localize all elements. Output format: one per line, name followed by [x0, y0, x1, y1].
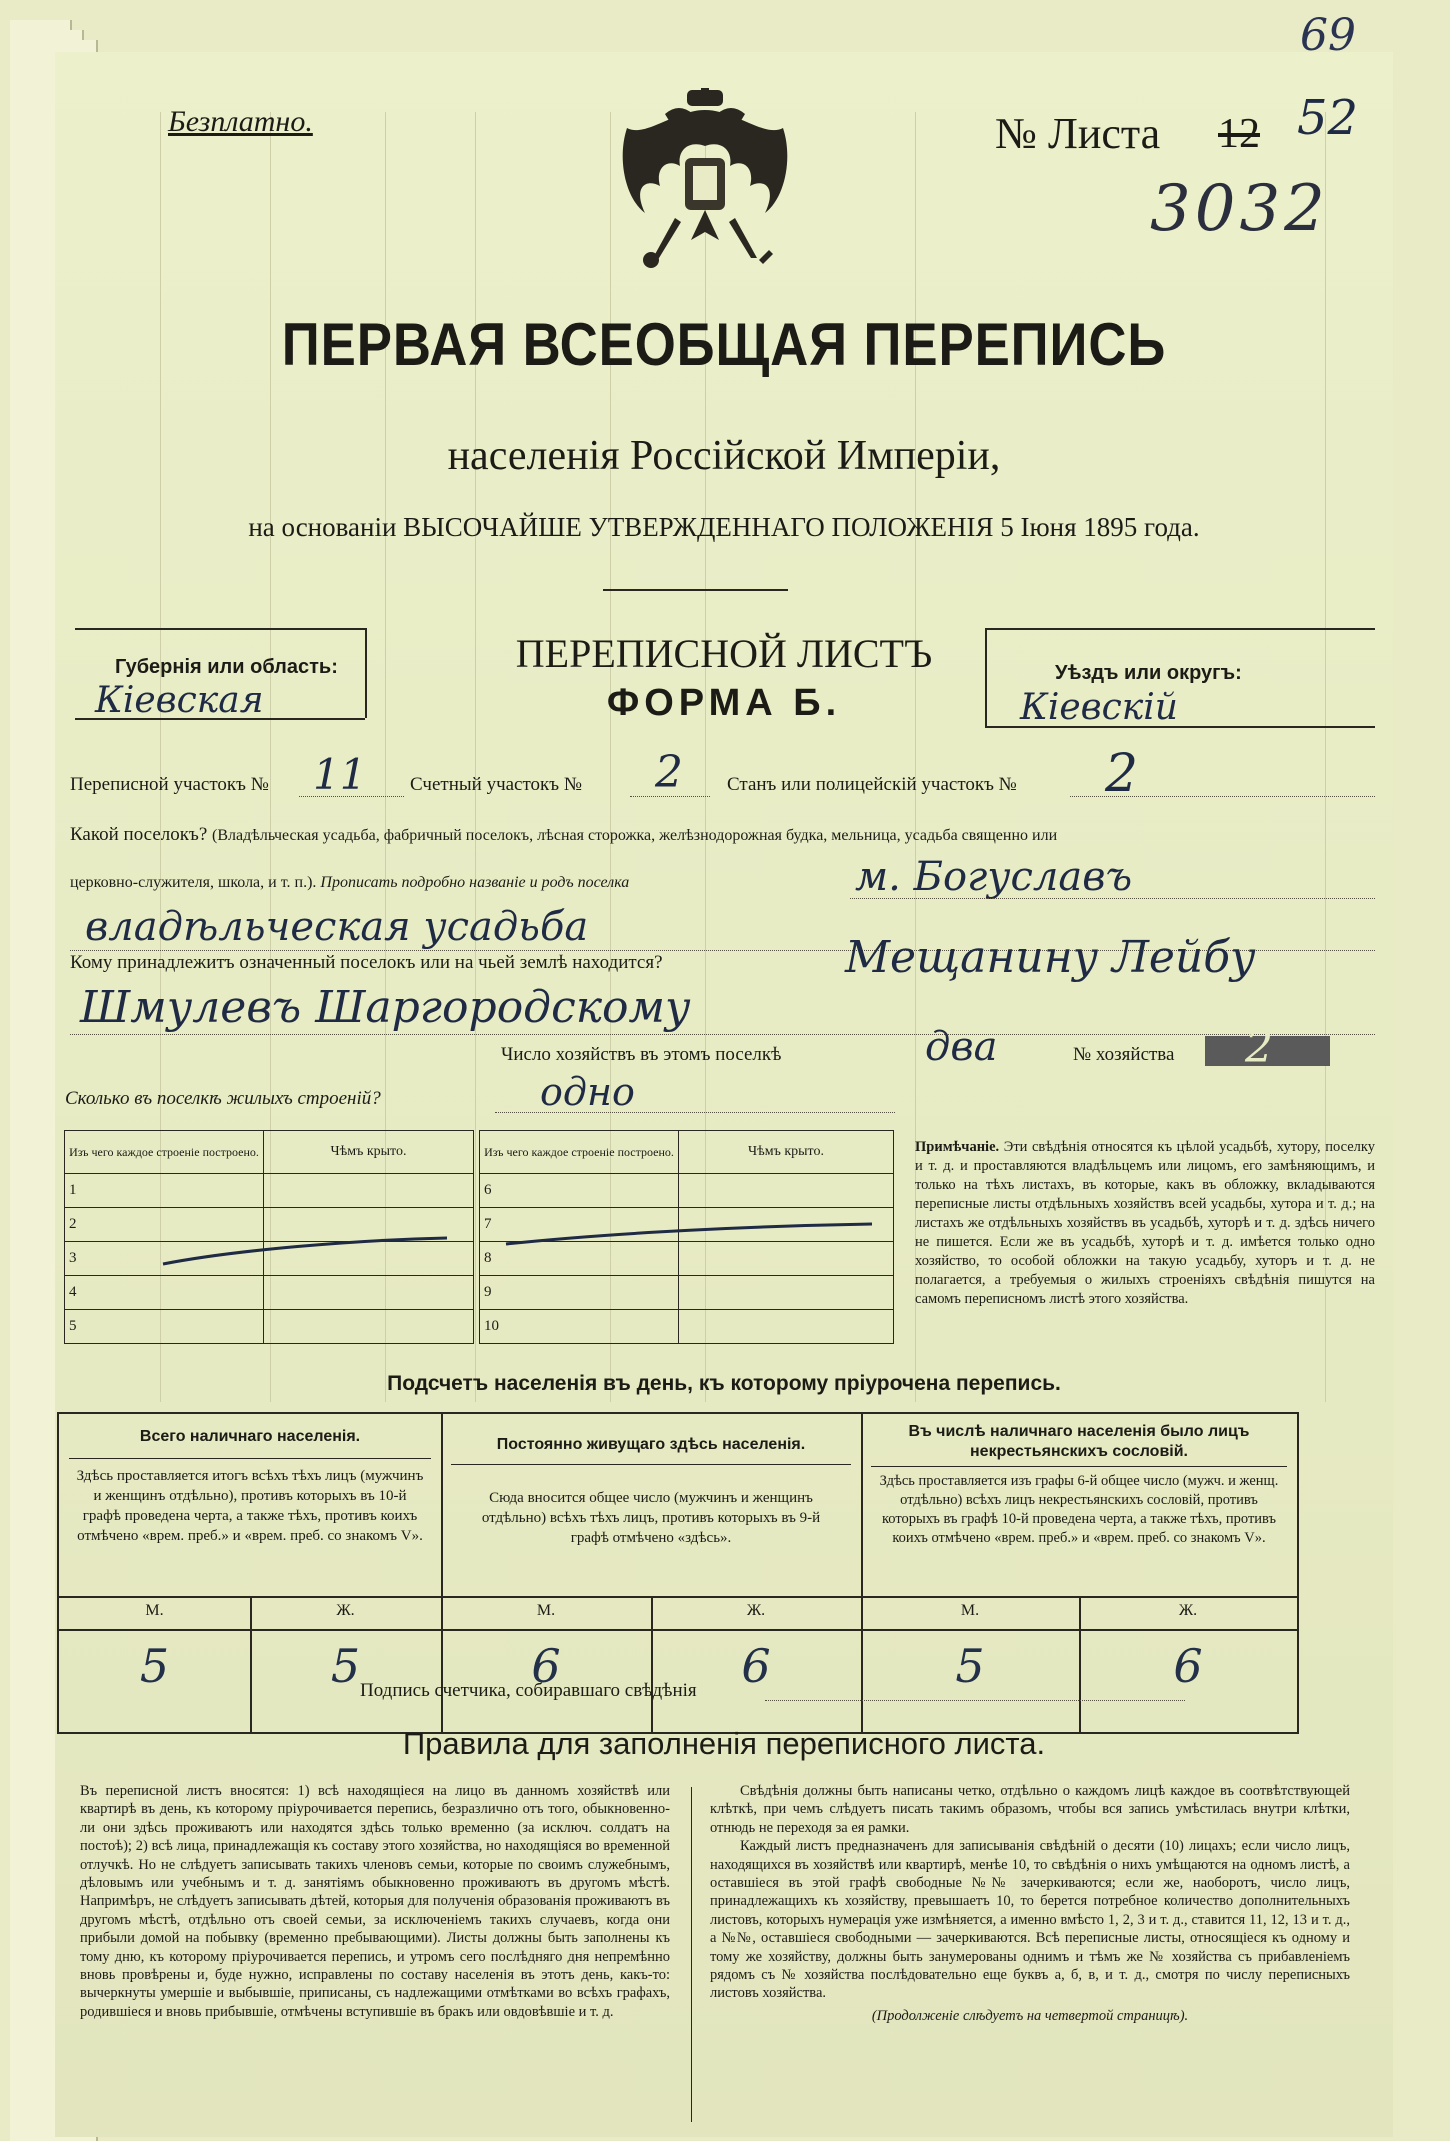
fill-line	[299, 796, 404, 797]
row-number: 9	[480, 1276, 679, 1310]
row-number: 8	[480, 1242, 679, 1276]
households-value: два	[925, 1024, 998, 1070]
row-number: 3	[65, 1242, 264, 1276]
resident-male-value: 6	[531, 1639, 561, 1693]
col1-text: Здѣсь проставляется итогъ всѣхъ тѣхъ лицъ (мужчинъ и женщинъ отдѣльно), противъ которыхъ въ 10-й графѣ проведена черта, а также тѣхъ, противъ коихъ отмѣчено «врем. преб.» и «врем. преб. со знакомъ V».	[76, 1468, 424, 1544]
col2-m-label: М.	[536, 1602, 556, 1619]
fill-line	[630, 796, 710, 797]
col1-m-label: М.	[145, 1602, 164, 1619]
census-district-value: 11	[313, 750, 367, 799]
rules-right-paragraph-2: Каждый листъ предназначенъ для записыванія свѣдѣній о десяти (10) лицахъ; если число лицъ, находящихся въ хозяйствѣ или квартирѣ, менѣе 10, то свѣдѣнія о нихъ умѣщаются на одномъ листѣ, а оставшіеся въ этой графѣ свободные №№ зачеркиваются; если же, наоборотъ, число лицъ, принадлежащихъ къ хозяйству, превышаетъ 10, то берется потребное количество дополнительныхъ листовъ, которыхъ нумерація уже измѣняется, а именно вмѣсто 1, 2, 3 и т. д., ставится 11, 12, 13 и т. д., а №№, оставшіеся свободными — зачеркиваются. Всѣ переписные листы, относящіеся къ одному и тому же хозяйству, должны быть занумерованы однимъ и тѣмъ же № хозяйства съ прибавленіемъ рядомъ съ № хозяйства послѣдовательно еще буквъ а, б, в, и т. д., смотря по числу переписныхъ листовъ хозяйства.	[710, 1838, 1350, 2002]
table-row	[65, 1174, 474, 1208]
row-divider	[59, 1629, 1297, 1631]
bleed-through-line	[475, 112, 476, 1402]
settlement-value-1: м. Богуславъ	[855, 854, 1133, 900]
form-type: ФОРМА Б.	[606, 682, 842, 724]
table-cell	[264, 1174, 474, 1208]
counter-signature-label: Подпись счетчика, собиравшаго свѣдѣнія	[360, 1680, 697, 1701]
buildings-label: Сколько въ поселкѣ жилыхъ строеній?	[65, 1088, 381, 1109]
fill-line	[495, 1112, 895, 1113]
resident-female-value: 6	[741, 1639, 771, 1693]
household-number-label: № хозяйства	[1073, 1044, 1175, 1065]
row-number: 4	[65, 1276, 264, 1310]
police-district-value: 2	[1105, 744, 1139, 804]
col2-f-label: Ж.	[746, 1602, 766, 1619]
sheet-number-label: № Листа	[995, 109, 1161, 158]
sheet-number-handwritten: 52	[1297, 90, 1359, 146]
legal-basis: на основаніи ВЫСОЧАЙШЕ УТВЕРЖДЕННАГО ПОЛОЖЕНІЯ 5 Іюня 1895 года.	[248, 512, 1200, 542]
table-row	[480, 1174, 894, 1208]
row-number: 2	[65, 1208, 264, 1242]
count-district-value: 2	[655, 747, 683, 798]
note-title: Примѣчаніе.	[915, 1139, 1000, 1155]
settlement-hint: (Владѣльческая усадьба, фабричный поселокъ, лѣсная сторожка, желѣзнодорожная будка, мельница, усадьба священно или	[212, 827, 1058, 844]
rules-title: Правила для заполненія переписного листа.	[402, 1726, 1046, 1761]
owner-question: Кому принадлежитъ означенный поселокъ или на чьей землѣ находится?	[70, 952, 663, 973]
page-title: ПЕРВАЯ ВСЕОБЩАЯ ПЕРЕПИСЬ	[281, 311, 1167, 378]
fill-line	[1070, 796, 1375, 797]
sheet-number-printed: 12	[1218, 111, 1260, 157]
col3-text: Здѣсь проставляется изъ графы 6-й общее число (мужч. и женщ. отдѣльно) всѣхъ лицъ некрестьянскихъ сословій, противъ которыхъ въ графѣ 10-й проведена черта, а также тѣхъ, противъ коихъ отмѣчено «врем. преб.» и «врем. преб. со знакомъ V».	[879, 1473, 1279, 1546]
form-name: ПЕРЕПИСНОЙ ЛИСТЪ	[515, 631, 933, 676]
fill-line	[850, 898, 1375, 899]
row-number: 6	[480, 1174, 679, 1208]
rules-right-column	[710, 1782, 1350, 2025]
county-box-top	[985, 628, 1375, 630]
county-value: Кіевскій	[1020, 687, 1178, 728]
divider	[603, 589, 788, 591]
col-material-header: Изъ чего каждое строеніе построено.	[65, 1131, 264, 1174]
rules-left-column: Въ переписной листъ вносятся: 1) всѣ находящіеся на лицо въ данномъ хозяйствѣ или квартирѣ въ день, къ которому пріурочивается перепись, безразлично отъ того, обыкновенно-ли они здѣсь проживаютъ или находятся здѣсь только временно (за исключ. солдатъ на постоѣ); 2) всѣ лица, принадлежащія къ составу этого хозяйства, но находящіяся во временной отлучкѣ. Но не слѣдуетъ записывать такихъ членовъ семьи, которые по своимъ служебнымъ, дѣловымъ или учебнымъ и т. д. занятіямъ обыкновенно проживаютъ въ другомъ мѣстѣ. Напримѣръ, не слѣдуетъ записывать дѣтей, которыя для полученія образованія проживаютъ въ другомъ мѣстѣ, отдѣльно отъ своей семьи, за исключеніемъ такихъ случаевъ, когда они прибыли домой на побывку (временно пребывающими). Листы должны быть заполнены къ тому дню, къ которому пріурочивается перепись, и утромъ сего послѣдняго дня непремѣнно вновь провѣрены и, буде нужно, исправлены по составу населенія въ этотъ день, какъ-то: вычеркнуты умершіе и выбывшіе, приписаны, съ надлежащими отмѣтками во всѣхъ графахъ, родившіеся и вновь прибывшіе, отмѣчены вступившіе въ бракъ или овдовѣвшіе и т. д.	[80, 1783, 670, 2020]
rules-column-divider	[691, 1787, 692, 2122]
col1-title: Всего наличнаго населенія.	[139, 1428, 361, 1445]
archive-number: 3032	[1150, 172, 1329, 246]
table-row	[480, 1310, 894, 1344]
settlement-value-2: владѣльческая усадьба	[85, 904, 589, 950]
signature-line	[765, 1700, 1185, 1701]
col3-f-label: Ж.	[1178, 1602, 1198, 1619]
table-cell	[679, 1310, 894, 1344]
table-cell	[679, 1174, 894, 1208]
rules-right-paragraph-1: Свѣдѣнія должны быть написаны четко, отдѣльно о каждомъ лицѣ каждое въ соотвѣтствующей клѣткѣ, при чемъ слѣдуетъ писать такимъ образомъ, чтобы вся запись умѣстилась внутри клѣтки, отнюдь не переходя за ея рамки.	[710, 1783, 1350, 1836]
total-male-value: 5	[139, 1639, 170, 1693]
settlement-hint-2: церковно-служителя, школа, и т. п.).	[70, 874, 317, 891]
non-peasant-male-value: 5	[955, 1639, 985, 1693]
col2-text: Сюда вносится общее число (мужчинъ и женщинъ отдѣльно) всѣхъ тѣхъ лицъ, противъ которыхъ въ 9-й графѣ отмѣчено «здѣсь».	[481, 1490, 821, 1546]
row-divider	[59, 1596, 1297, 1598]
census-district-label: Переписной участокъ №	[70, 774, 269, 795]
row-number: 5	[65, 1310, 264, 1344]
row-number: 1	[65, 1174, 264, 1208]
owner-value-2: Шмулевъ Шаргородскому	[80, 982, 691, 1033]
table-cell	[264, 1310, 474, 1344]
rules-continued-note: (Продолженіе слѣдуетъ на четвертой страницѣ).	[871, 2007, 1189, 2024]
non-peasant-female-value: 6	[1173, 1639, 1203, 1693]
col3-title: Въ числѣ наличнаго населенія было лицъ некрестьянскихъ сословій.	[908, 1423, 1250, 1460]
settlement-hint-3: Прописать подробно названіе и родъ поселка	[320, 874, 630, 891]
col-roof-header: Чѣмъ крыто.	[264, 1131, 474, 1174]
col2-title-rule	[451, 1464, 851, 1465]
households-label: Число хозяйствъ въ этомъ поселкѣ	[501, 1044, 782, 1065]
row-number: 10	[480, 1310, 679, 1344]
row-number: 7	[480, 1208, 679, 1242]
strike-through-mark	[500, 1212, 880, 1252]
settlement-question	[70, 824, 1057, 846]
census-form-sheet	[55, 10, 1393, 2137]
county-box-side	[985, 628, 987, 726]
col1-title-rule	[69, 1458, 431, 1459]
corner-number: 69	[1300, 10, 1356, 61]
col-roof-header: Чѣмъ крыто.	[679, 1131, 894, 1174]
household-number-value: 2	[1245, 1022, 1273, 1073]
province-value: Кіевская	[95, 680, 264, 721]
table-cell	[679, 1276, 894, 1310]
settlement-question-text: Какой поселокъ?	[70, 824, 208, 845]
page-subtitle: населенія Россійской Имперіи,	[447, 433, 1001, 479]
table-row	[65, 1276, 474, 1310]
table-row	[480, 1276, 894, 1310]
count-district-label: Счетный участокъ №	[410, 774, 582, 795]
table-row	[65, 1310, 474, 1344]
total-female-value: 5	[330, 1639, 361, 1693]
buildings-value: одно	[540, 1070, 635, 1114]
owner-value-1: Мещанину Лейбу	[845, 932, 1256, 983]
population-title: Подсчетъ населенія въ день, къ которому пріурочена перепись.	[387, 1372, 1061, 1395]
imperial-eagle-emblem	[605, 88, 805, 278]
police-district-label: Станъ или полицейскій участокъ №	[727, 774, 1017, 795]
strike-through-mark	[155, 1230, 455, 1270]
fill-line	[70, 1034, 1375, 1035]
col3-title-rule	[871, 1466, 1287, 1467]
col2-title: Постоянно живущаго здѣсь населенія.	[496, 1436, 806, 1453]
col3-m-label: М.	[960, 1602, 980, 1619]
col1-f-label: Ж.	[336, 1602, 355, 1619]
county-label: Уѣздъ или округъ:	[1055, 662, 1242, 684]
col-material-header: Изъ чего каждое строеніе построено.	[480, 1131, 679, 1174]
free-label: Безплатно.	[168, 105, 313, 138]
province-label: Губернія или область:	[115, 656, 338, 678]
note-block	[915, 1138, 1375, 1309]
settlement-hint-line	[70, 874, 629, 892]
note-text: Эти свѣдѣнія относятся къ цѣлой усадьбѣ, хутору, поселку и т. д. и проставляются владѣльцемъ или лицомъ, его замѣняющимъ, и только на тѣхъ листахъ, въ которые, какъ въ обложку, вкладываются переписные листы отдѣльныхъ хозяйствъ всей усадьбы, хутора и т. д.; на листахъ же отдѣльныхъ хозяйствъ въ усадьбѣ, хуторѣ и т. д. здѣсь ничего не пишется. Если же въ усадьбѣ, хуторѣ и т. д. имѣется только одно хозяйство, то особой обложки на такую усадьбу, хуторъ и т. д. не полагается, а требуемыя о жилыхъ строеніяхъ свѣдѣнія пишутся на самомъ переписномъ листѣ этого хозяйства.	[915, 1139, 1376, 1307]
table-cell	[264, 1276, 474, 1310]
